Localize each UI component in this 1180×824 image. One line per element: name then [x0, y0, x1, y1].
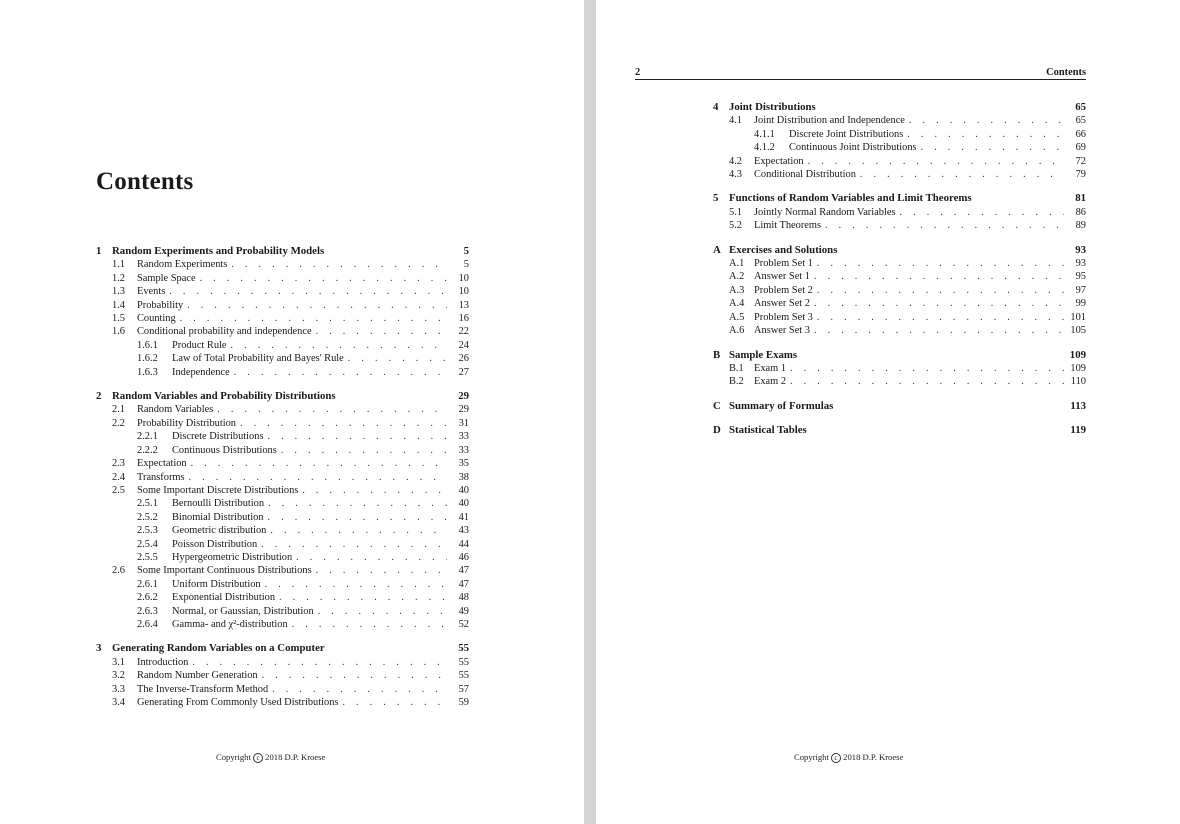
- chapter-page-number: 5: [463, 245, 469, 257]
- entry-page-number: 89: [1075, 220, 1086, 232]
- entry-title: Expectation: [754, 155, 804, 167]
- entry-page-number: 41: [458, 511, 469, 523]
- dot-leader: [318, 605, 447, 618]
- entry-title: Expectation: [137, 458, 187, 470]
- section-entry[interactable]: [713, 270, 1086, 283]
- entry-title: Poisson Distribution: [172, 538, 258, 550]
- section-entry[interactable]: [713, 375, 1086, 388]
- subsection-entry[interactable]: [96, 511, 469, 524]
- entry-page-number: 22: [458, 326, 469, 338]
- section-entry[interactable]: [96, 272, 469, 285]
- entry-number: 2.3: [112, 458, 125, 470]
- chapter-title: Exercises and Solutions: [729, 243, 838, 256]
- subsection-entry[interactable]: [96, 538, 469, 551]
- dot-leader: [814, 270, 1064, 283]
- entry-page-number: 43: [458, 525, 469, 537]
- entry-number: 4.3: [729, 169, 742, 181]
- entry-title: Probability: [137, 299, 184, 311]
- chapter-number: C: [713, 399, 721, 412]
- entry-title: Generating From Commonly Used Distributions: [137, 697, 339, 708]
- dot-leader: [231, 258, 447, 271]
- entry-page-number: 31: [458, 417, 469, 429]
- entry-number: A.6: [729, 325, 745, 337]
- chapter-number: B: [713, 348, 721, 361]
- section-entry[interactable]: [96, 325, 469, 338]
- toc-right-column: [713, 101, 1086, 438]
- dot-leader: [907, 128, 1064, 141]
- entry-title: Limit Theorems: [754, 220, 822, 232]
- entry-title: Exam 1: [754, 362, 787, 374]
- dot-leader: [348, 352, 447, 365]
- chapter-entry[interactable]: [713, 349, 1086, 362]
- entry-number: 4.1.1: [754, 128, 775, 140]
- entry-page-number: 46: [458, 551, 469, 563]
- entry-title: Continuous Distributions: [172, 444, 277, 456]
- dot-leader: [292, 618, 447, 631]
- entry-page-number: 55: [458, 656, 469, 668]
- entry-number: 1.6: [112, 326, 125, 338]
- dot-leader: [817, 257, 1064, 270]
- running-head-page-number: 2: [635, 67, 641, 78]
- entry-number: 1.1: [112, 259, 125, 271]
- dot-leader: [814, 324, 1064, 337]
- entry-page-number: 47: [458, 578, 469, 590]
- dot-leader: [817, 284, 1064, 297]
- entry-title: Problem Set 2: [754, 284, 813, 296]
- section-entry[interactable]: [96, 403, 469, 416]
- entry-number: 1.4: [112, 299, 125, 311]
- entry-page-number: 72: [1075, 155, 1086, 167]
- entry-title: Random Number Generation: [137, 670, 258, 682]
- subsection-entry[interactable]: [96, 497, 469, 510]
- entry-number: 2.5: [112, 484, 125, 496]
- entry-number: 2.2.1: [137, 431, 158, 443]
- chapter-number: 5: [713, 192, 719, 205]
- chapter-entry[interactable]: [96, 245, 469, 258]
- chapter-number: 4: [713, 101, 719, 113]
- subsection-entry[interactable]: [96, 430, 469, 443]
- entry-number: 3.2: [112, 670, 125, 682]
- entry-title: Random Experiments: [137, 259, 228, 271]
- section-entry[interactable]: [96, 258, 469, 271]
- dot-leader: [189, 471, 447, 484]
- dot-leader: [169, 285, 447, 298]
- section-entry[interactable]: [713, 219, 1086, 232]
- entry-page-number: 110: [1070, 376, 1086, 388]
- chapter-title: Joint Distributions: [729, 101, 816, 113]
- entry-number: 2.5.5: [137, 551, 158, 563]
- entry-number: 2.5.4: [137, 538, 158, 550]
- entry-page-number: 10: [458, 286, 469, 298]
- chapter-entry[interactable]: [713, 101, 1086, 114]
- entry-title: Geometric distribution: [172, 525, 267, 537]
- entry-title: Events: [137, 286, 166, 298]
- entry-page-number: 52: [458, 618, 469, 630]
- entry-page-number: 101: [1070, 311, 1086, 323]
- entry-number: 3.3: [112, 683, 125, 695]
- chapter-page-number: 119: [1070, 424, 1086, 437]
- entry-number: 2.6.4: [137, 618, 158, 630]
- subsection-entry[interactable]: [96, 366, 469, 379]
- section-entry[interactable]: [713, 297, 1086, 310]
- entry-page-number: 69: [1075, 142, 1086, 154]
- section-entry[interactable]: [713, 206, 1086, 219]
- entry-page-number: 57: [458, 683, 469, 695]
- subsection-entry[interactable]: [96, 444, 469, 457]
- section-entry[interactable]: [96, 457, 469, 470]
- entry-page-number: 26: [458, 353, 469, 365]
- entry-page-number: 47: [458, 565, 469, 577]
- chapter-number: A: [713, 243, 721, 256]
- entry-page-number: 79: [1075, 169, 1086, 181]
- entry-number: 4.2: [729, 155, 742, 167]
- entry-title: Exponential Distribution: [172, 592, 276, 604]
- entry-page-number: 97: [1075, 284, 1086, 296]
- entry-title: Independence: [172, 366, 230, 378]
- dot-leader: [316, 325, 447, 338]
- dot-leader: [187, 299, 447, 312]
- section-entry[interactable]: [96, 299, 469, 312]
- chapter-page-number: 113: [1070, 399, 1086, 412]
- entry-number: 1.3: [112, 286, 125, 298]
- dot-leader: [191, 457, 447, 470]
- entry-page-number: 27: [458, 366, 469, 378]
- dot-leader: [296, 551, 447, 564]
- entry-page-number: 48: [458, 592, 469, 604]
- dot-leader: [279, 591, 447, 604]
- entry-number: 5.2: [729, 220, 742, 232]
- chapter-page-number: 109: [1069, 348, 1086, 361]
- entry-title: Random Variables: [137, 404, 214, 416]
- entry-page-number: 109: [1070, 362, 1086, 374]
- section-entry[interactable]: [713, 114, 1086, 127]
- entry-number: A.1: [729, 258, 745, 270]
- dot-leader: [825, 219, 1064, 232]
- chapter-page-number: 93: [1075, 243, 1086, 256]
- entry-title: Discrete Distributions: [172, 431, 264, 443]
- dot-leader: [808, 155, 1064, 168]
- chapter-title: Random Variables and Probability Distributions: [112, 390, 336, 403]
- dot-leader: [814, 297, 1064, 310]
- dot-leader: [262, 669, 447, 682]
- section-entry[interactable]: [96, 484, 469, 497]
- subsection-entry[interactable]: [713, 128, 1086, 141]
- dot-leader: [180, 312, 447, 325]
- subsection-entry[interactable]: [96, 578, 469, 591]
- dot-leader: [316, 564, 447, 577]
- chapter-title: Functions of Random Variables and Limit Theorems: [729, 192, 972, 205]
- entry-page-number: 40: [458, 498, 469, 510]
- entry-title: Answer Set 1: [754, 271, 810, 283]
- dot-leader: [790, 362, 1064, 375]
- chapter-page-number: 55: [458, 642, 469, 655]
- entry-title: Problem Set 3: [754, 311, 813, 323]
- entry-number: A.5: [729, 311, 745, 323]
- entry-title: Bernoulli Distribution: [172, 498, 265, 510]
- copyright-text: 2018 D.P. Kroese: [843, 752, 904, 762]
- subsection-entry[interactable]: [96, 551, 469, 564]
- entry-page-number: 59: [458, 697, 469, 708]
- chapter-entry[interactable]: [713, 400, 1086, 413]
- entry-number: 2.4: [112, 471, 125, 483]
- dot-leader: [921, 141, 1064, 154]
- chapter-entry[interactable]: [96, 642, 469, 655]
- section-entry[interactable]: [96, 285, 469, 298]
- entry-number: B.2: [729, 376, 744, 388]
- entry-title: Exam 2: [754, 376, 787, 388]
- entry-title: Jointly Normal Random Variables: [754, 206, 896, 218]
- entry-page-number: 40: [458, 484, 469, 496]
- entry-page-number: 65: [1075, 115, 1086, 127]
- entry-number: 2.6.1: [137, 578, 158, 590]
- chapter-entry[interactable]: [96, 390, 469, 403]
- section-entry[interactable]: [96, 696, 469, 709]
- dot-leader: [240, 417, 447, 430]
- dot-leader: [900, 206, 1064, 219]
- chapter-title: Summary of Formulas: [729, 399, 834, 412]
- subsection-entry[interactable]: [96, 352, 469, 365]
- entry-page-number: 55: [458, 670, 469, 682]
- chapter-title: Statistical Tables: [729, 424, 807, 437]
- section-entry[interactable]: [96, 312, 469, 325]
- entry-page-number: 33: [458, 444, 469, 456]
- section-entry[interactable]: [713, 362, 1086, 375]
- entry-number: 1.6.3: [137, 366, 158, 378]
- section-entry[interactable]: [713, 311, 1086, 324]
- entry-number: 3.4: [112, 697, 125, 708]
- chapter-entry[interactable]: [713, 424, 1086, 437]
- left-page: [0, 0, 584, 824]
- entry-page-number: 86: [1075, 206, 1086, 218]
- entry-title: Product Rule: [172, 339, 227, 351]
- section-entry[interactable]: [713, 257, 1086, 270]
- entry-title: Some Important Discrete Distributions: [137, 484, 299, 496]
- entry-page-number: 33: [458, 431, 469, 443]
- entry-title: Transforms: [137, 471, 185, 483]
- chapter-page-number: 81: [1075, 192, 1086, 205]
- entry-number: 3.1: [112, 656, 125, 668]
- chapter-entry[interactable]: [713, 244, 1086, 257]
- entry-title: Continuous Joint Distributions: [789, 142, 917, 154]
- entry-page-number: 13: [458, 299, 469, 311]
- dot-leader: [200, 272, 447, 285]
- chapter-number: 2: [96, 390, 102, 403]
- dot-leader: [302, 484, 447, 497]
- entry-title: Uniform Distribution: [172, 578, 261, 590]
- section-entry[interactable]: [96, 669, 469, 682]
- entry-number: B.1: [729, 362, 744, 374]
- entry-number: 2.6: [112, 565, 125, 577]
- entry-title: Hypergeometric Distribution: [172, 551, 293, 563]
- entry-title: Answer Set 3: [754, 325, 810, 337]
- entry-number: 5.1: [729, 206, 742, 218]
- entry-title: Sample Space: [137, 272, 196, 284]
- dot-leader: [217, 403, 447, 416]
- entry-title: Discrete Joint Distributions: [789, 128, 904, 140]
- dot-leader: [268, 497, 447, 510]
- section-entry[interactable]: [713, 284, 1086, 297]
- chapter-number: 3: [96, 642, 102, 655]
- section-entry[interactable]: [713, 324, 1086, 337]
- entry-title: Conditional Distribution: [754, 169, 856, 181]
- entry-page-number: 5: [463, 259, 469, 271]
- dot-leader: [790, 375, 1064, 388]
- entry-number: 1.2: [112, 272, 125, 284]
- copyright-footer-right: [794, 752, 903, 763]
- entry-number: A.3: [729, 284, 745, 296]
- entry-page-number: 38: [458, 471, 469, 483]
- running-head: [635, 67, 1086, 80]
- entry-page-number: 49: [458, 605, 469, 617]
- section-entry[interactable]: [713, 155, 1086, 168]
- entry-title: Probability Distribution: [137, 417, 237, 429]
- dot-leader: [272, 683, 447, 696]
- subsection-entry[interactable]: [96, 605, 469, 618]
- dot-leader: [267, 430, 447, 443]
- subsection-entry[interactable]: [96, 591, 469, 604]
- entry-page-number: 105: [1070, 325, 1086, 337]
- entry-page-number: 16: [458, 313, 469, 325]
- entry-title: Some Important Continuous Distributions: [137, 565, 312, 577]
- entry-number: A.4: [729, 298, 745, 310]
- section-entry[interactable]: [96, 656, 469, 669]
- dot-leader: [342, 696, 447, 709]
- toc-left-column: [96, 245, 469, 709]
- entry-page-number: 99: [1075, 298, 1086, 310]
- entry-number: 2.2.2: [137, 444, 158, 456]
- entry-title: The Inverse-Transform Method: [137, 683, 269, 695]
- dot-leader: [234, 366, 447, 379]
- copyright-prefix: Copyright: [216, 752, 251, 762]
- entry-title: Gamma- and χ²-distribution: [172, 618, 288, 630]
- section-entry[interactable]: [96, 683, 469, 696]
- entry-page-number: 35: [458, 458, 469, 470]
- dot-leader: [265, 578, 447, 591]
- entry-number: 2.5.2: [137, 511, 158, 523]
- chapter-title: Random Experiments and Probability Models: [112, 245, 325, 257]
- entry-number: 2.5.1: [137, 498, 158, 510]
- section-entry[interactable]: [96, 471, 469, 484]
- entry-number: 2.6.3: [137, 605, 158, 617]
- chapter-number: 1: [96, 245, 102, 257]
- dot-leader: [268, 511, 448, 524]
- chapter-page-number: 65: [1075, 101, 1086, 113]
- dot-leader: [231, 339, 447, 352]
- chapter-number: D: [713, 424, 721, 437]
- chapter-title: Sample Exams: [729, 348, 798, 361]
- dot-leader: [817, 311, 1064, 324]
- dot-leader: [261, 538, 447, 551]
- entry-page-number: 66: [1075, 128, 1086, 140]
- section-entry[interactable]: [96, 417, 469, 430]
- running-head-section: Contents: [1046, 67, 1086, 78]
- entry-number: 4.1: [729, 115, 742, 127]
- entry-page-number: 10: [458, 272, 469, 284]
- chapter-entry[interactable]: [713, 192, 1086, 205]
- subsection-entry[interactable]: [96, 524, 469, 537]
- dot-leader: [270, 524, 447, 537]
- entry-title: Answer Set 2: [754, 298, 810, 310]
- chapter-title: Generating Random Variables on a Computer: [112, 642, 325, 655]
- entry-title: Joint Distribution and Independence: [754, 115, 905, 127]
- section-entry[interactable]: [96, 564, 469, 577]
- section-entry[interactable]: [713, 168, 1086, 181]
- subsection-entry[interactable]: [96, 339, 469, 352]
- entry-page-number: 29: [458, 404, 469, 416]
- entry-title: Introduction: [137, 656, 189, 668]
- entry-page-number: 95: [1075, 271, 1086, 283]
- copyright-text: 2018 D.P. Kroese: [265, 752, 326, 762]
- entry-page-number: 44: [458, 538, 469, 550]
- contents-heading: Contents: [96, 168, 194, 195]
- dot-leader: [909, 114, 1064, 127]
- entry-title: Problem Set 1: [754, 258, 813, 270]
- entry-number: 2.2: [112, 417, 125, 429]
- entry-number: 1.5: [112, 313, 125, 325]
- copyright-icon: c: [253, 753, 263, 763]
- entry-title: Counting: [137, 313, 176, 325]
- entry-number: 2.5.3: [137, 525, 158, 537]
- entry-number: 1.6.1: [137, 339, 158, 351]
- subsection-entry[interactable]: [713, 141, 1086, 154]
- dot-leader: [192, 656, 447, 669]
- entry-page-number: 24: [458, 339, 469, 351]
- entry-title: Conditional probability and independence: [137, 326, 312, 338]
- entry-number: 2.6.2: [137, 592, 158, 604]
- copyright-icon: c: [831, 753, 841, 763]
- dot-leader: [860, 168, 1064, 181]
- entry-title: Binomial Distribution: [172, 511, 264, 523]
- entry-number: 2.1: [112, 404, 125, 416]
- dot-leader: [281, 444, 447, 457]
- entry-title: Normal, or Gaussian, Distribution: [172, 605, 314, 617]
- entry-number: 4.1.2: [754, 142, 775, 154]
- entry-number: A.2: [729, 271, 745, 283]
- copyright-footer: [216, 752, 325, 763]
- copyright-prefix: Copyright: [794, 752, 829, 762]
- chapter-page-number: 29: [458, 390, 469, 403]
- subsection-entry[interactable]: [96, 618, 469, 631]
- entry-page-number: 93: [1075, 258, 1086, 270]
- entry-title: Law of Total Probability and Bayes' Rule: [172, 353, 344, 365]
- entry-number: 1.6.2: [137, 353, 158, 365]
